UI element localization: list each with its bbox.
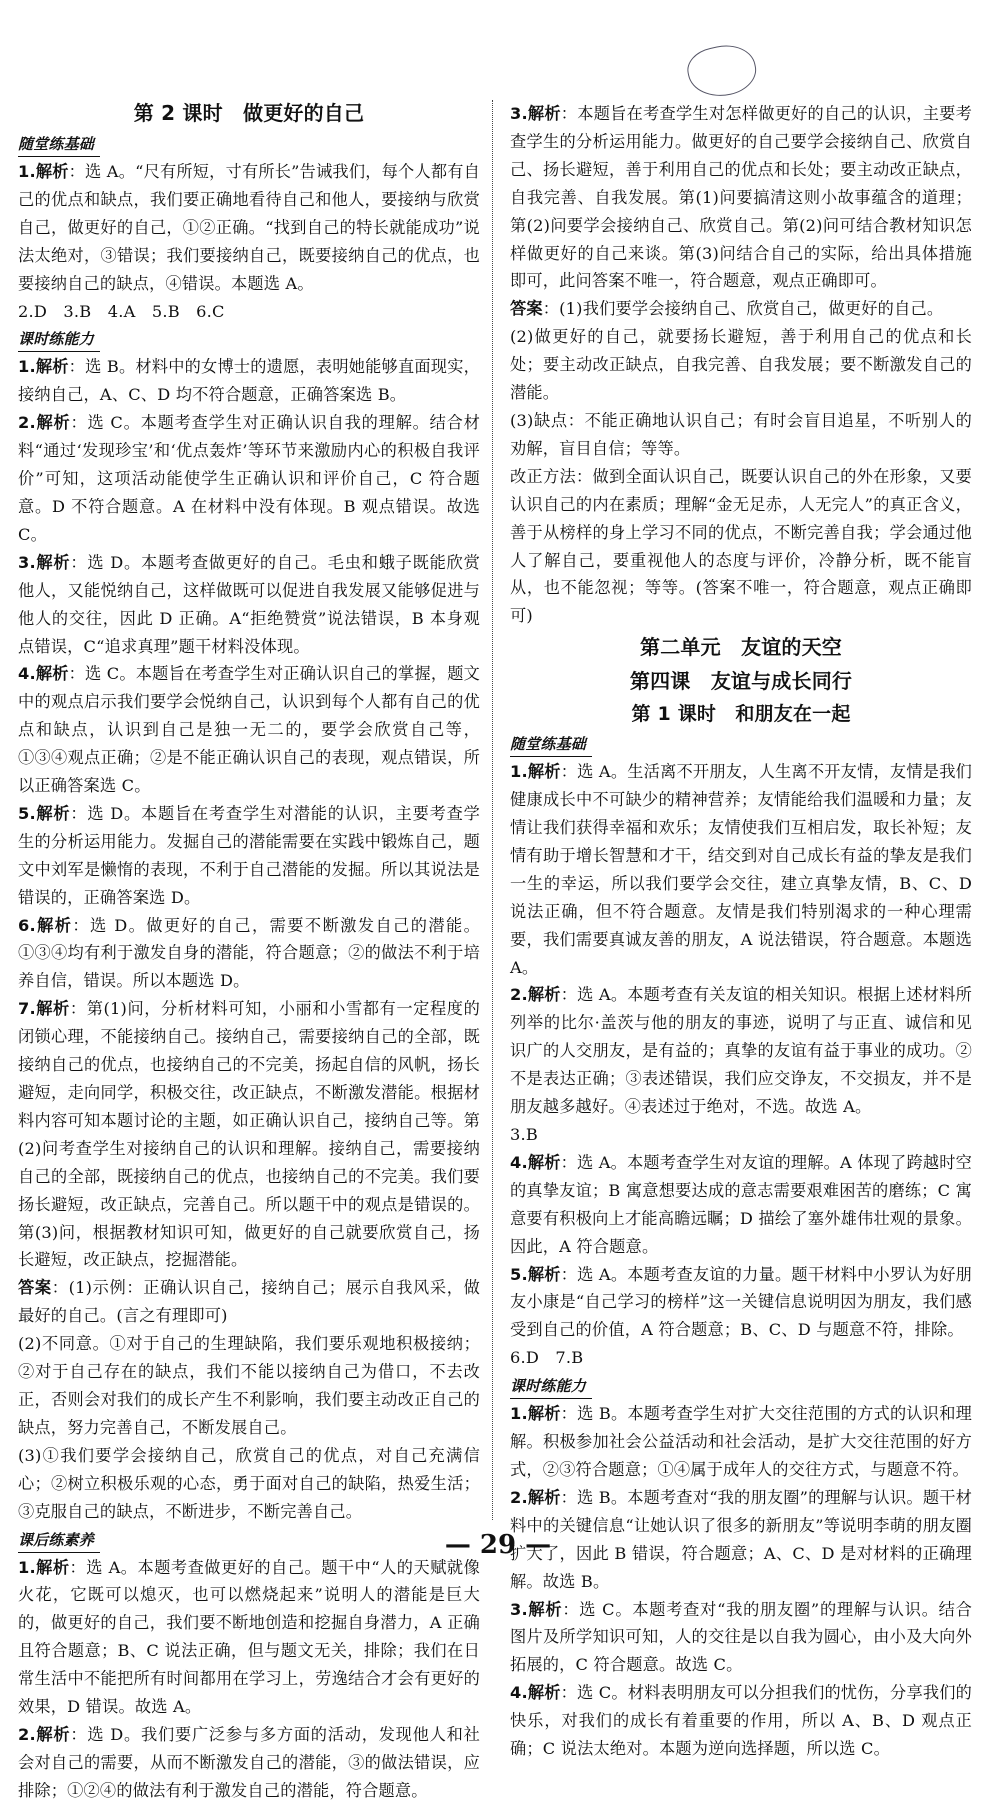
answer-item: 3.解析：本题旨在考查学生对怎样做更好的自己的认识，主要考查学生的分析运用能力。做更好的自己要学会接纳自己、欣赏自己、扬长避短，善于利用自己的优点和长处；要主动改正缺点，自我完善、自我发展。第(1)问要搞清这则小故事蕴含的道理；第(2)问要学会接纳自己、欣赏自己。第(2)问可结合教材知识怎样做更好的自己来谈。第(3)问结合自己的实际，给出具体措施即可，此问答案不唯一，符合题意，观点正确即可。 [510,104,972,291]
answer-item: 4.解析：选 C。本题旨在考查学生对正确认识自己的掌握，题文中的观点启示我们要学会悦纳自己，认识到每个人都有自己的优点和缺点，认识到自己是独一无二的，要学会欣赏自己等，①③④观点正确；②是不能正确认识自己的表现，观点错误，所以正确答案选 C。 [18,664,481,796]
item-text: (3)①我们要学会接纳自己，欣赏自己的优点，对自己充满信心；②树立积极乐观的心态，勇于面对自己的缺陷，热爱生活；③克服自己的缺点，不断进步，不断完善自己。 [18,1445,480,1521]
item-label: 解析 [35,162,69,181]
answer-item: 1.解析：选 B。材料中的女博士的遗愿，表明她能够直面现实，接纳自己，A、C、D 均不符合题意，正确答案选 B。 [18,357,480,405]
stamp-seal [684,39,761,102]
item-text: (3)缺点：不能正确地认识自己；有时会盲目追星，不听别人的劝解，盲目自信；等等。 [510,410,972,458]
unit-title: 第二单元 友谊的天空 [640,635,842,660]
answer-item: 4.解析：选 C。材料表明朋友可以分担我们的忧伤，分享我们的快乐，对我们的成长有着重要的作用，所以 A、B、D 观点正确；C 说法太绝对。本题为逆向选择题，所以选 C。 [510,1683,973,1759]
section-heading-basic: 随堂练基础 [18,133,100,157]
period-title: 第 1 课时 和朋友在一起 [631,703,851,726]
item-label: 解析 [35,357,69,377]
item-text: 改正方法：做到全面认识自己，既要认识自己的外在形象，又要认识自己的内在素质；理解“金无足赤，人无完人”的真正含义，善于从榜样的身上学习不同的优点，不断完善自我；学会通过他人了解自己，要重视他人的态度与评价，冷静分析，既不能盲从，也不能忽视；等等。(答案不唯一，符合题意，观点正确即可) [510,466,972,626]
item-number: 1. [18,162,36,181]
item-number: 4. [510,1152,528,1172]
section-heading-literacy: 课后练素养 [18,1529,100,1553]
answer-item: 1.解析：选 A。生活离不开朋友，人生离不开友情，友情是我们健康成长中不可缺少的精神营养；友情能给我们温暖和力量；友情让我们获得幸福和欢乐；友情使我们互相启发，取长补短；友情有助于增长智慧和才干，结交到对自己成长有益的挚友是我们一生的幸运，所以我们要学会交往，建立真挚友情，B、C、D 说法正确，但不符合题意。友情是我们特别渴求的一种心理需要，我们需要真诚友善的朋友，A 说法错误，符合题意。本题选 A。 [510,762,972,977]
item-text: 选 C。本题考查学生对正确认识自我的理解。结合材料“通过‘发现珍宝’和‘优点轰炸’等环节来激励内心的积极自我评价”可知，这项活动能使学生正确认识和评价自己，C 符合题意。D 不符合题意。A 在材料中没有体现。B 观点错误。故选 C。 [18,413,480,544]
item-text: 选 C。材料表明朋友可以分担我们的忧伤，分享我们的快乐，对我们的成长有着重要的作用，所以 A、B、D 观点正确；C 说法太绝对。本题为逆向选择题，所以选 C。 [510,1683,973,1759]
item-text: 选 B。本题考查对“我的朋友圈”的理解与认识。题干材料中的关键信息“让她认识了很多的新朋友”等说明李萌的朋友圈扩大了，因此 B 错误，符合题意；A、C、D 是对材料的正确理解。故选 B。 [510,1487,972,1591]
item-label: 解析 [35,999,70,1019]
item-text: 选 C。本题考查对“我的朋友圈”的理解与认识。结合图片及所学知识可知，人的交往是以自我为圆心，由小及大向外拓展的，C 符合题意。故选 C。 [510,1599,973,1675]
item-label: 解析 [35,915,73,935]
item-number: 1. [510,762,528,782]
answer-list [18,1554,480,1805]
item-text: (1)我们要学会接纳自己、欣赏自己，做更好的自己。 [559,299,944,319]
column-divider [492,100,494,1520]
answer-item: 5.解析：选 A。本题考查友谊的力量。题干材料中小罗认为好朋友小康是“自己学习的榜样”这一关键信息说明因为朋友，我们感受到自己的价值，A 符合题意；B、C、D 与题意不符，排除。 [510,1264,972,1340]
item-number: 6. [18,915,36,935]
answer-item: 答案：(1)示例：正确认识自己，接纳自己；展示自我风采，做最好的自己。(言之有理即可) [18,1278,480,1326]
answer-item [18,298,480,326]
answer-item: 答案：(1)我们要学会接纳自己、欣赏自己，做更好的自己。 [510,299,944,319]
answer-list [510,100,972,630]
item-text: (1)示例：正确认识自己，接纳自己；展示自我风采，做最好的自己。(言之有理即可) [18,1278,480,1326]
answer-item: 2.解析：选 B。本题考查对“我的朋友圈”的理解与认识。题干材料中的关键信息“让她认识了很多的新朋友”等说明李萌的朋友圈扩大了，因此 B 错误，符合题意；A、C、D 是对材料的正确理解。故选 B。 [510,1487,972,1591]
lesson-title: 第 2 课时 做更好的自己 [133,101,365,125]
item-text: 选 B。本题考查学生对扩大交往范围的方式的认识和理解。积极参加社会公益活动和社会活动，是扩大交往范围的好方式，②③符合题意；①④属于成年人的交往方式，与题意不符。 [510,1404,972,1479]
answer-list [18,158,480,325]
item-label: 解析 [35,1724,71,1744]
section-heading-ability: 课时练能力 [510,1375,592,1399]
item-number: 5. [510,1264,528,1284]
lesson-title: 第四课 友谊与成长同行 [629,669,853,694]
right-column [510,100,972,1763]
answer-list [510,1400,972,1763]
item-number: 2. [18,413,36,433]
item-text: 2.D 3.B 4.A 5.B 6.C [18,301,225,321]
answer-item: 3.解析：选 C。本题考查对“我的朋友圈”的理解与认识。结合图片及所学知识可知，人的交往是以自我为圆心，由小及大向外拓展的，C 符合题意。故选 C。 [510,1599,973,1675]
answer-item [18,1330,480,1442]
item-label: 解析 [35,552,71,572]
item-text: 选 A。“尺有所短，寸有所长”告诫我们，每个人都有自己的优点和缺点，我们要正确地看待自己和他人，要接纳与欣赏自己，做更好的自己，①②正确。“找到自己的特长就能成功”说法太绝对，③错误；我们要接纳自己，既要接纳自己的优点，也要接纳自己的缺点，④错误。本题选 A。 [18,162,480,293]
page-number: — 29 — [444,1530,552,1560]
item-text: 选 A。本题考查有关友谊的相关知识。根据上述材料所列举的比尔·盖茨与他的朋友的事迹，说明了与正直、诚信和见识广的人交朋友，是有益的；真挚的友谊有益于事业的成功。②不是表达正确；③表述错误，我们应交诤友，不交损友，并不是朋友越多越好。④表述过于绝对，不选。故选 A。 [510,985,972,1117]
answer-item: 6.解析：选 D。做更好的自己，需要不断激发自己的潜能。①③④均有利于激发自身的潜能，符合题意；②的做法不利于培养自信，错误。所以本题选 D。 [18,915,480,991]
item-label: 解析 [35,1557,70,1577]
item-label: 答案 [18,1278,52,1298]
item-number: 2. [18,1724,36,1744]
item-label: 解析 [35,803,71,823]
item-label: 解析 [527,985,561,1005]
item-text: 选 D。本题旨在考查学生对潜能的认识，主要考查学生的分析运用能力。发掘自己的潜能需要在实践中锻炼自己，题文中刘军是懒惰的表现，不利于自己潜能的发掘。所以其说法是错误的，正确答案选 D。 [18,803,480,907]
item-number: 2. [510,1487,528,1507]
item-text: 本题旨在考查学生对怎样做更好的自己的认识，主要考查学生的分析运用能力。做更好的自己要学会接纳自己、欣赏自己、扬长避短，善于利用自己的优点和长处；要主动改正缺点，自我完善、自我发展。第(1)问要搞清这则小故事蕴含的道理；第(2)问要学会接纳自己、欣赏自己。第(2)问可结合教材知识怎样做更好的自己来谈。第(3)问结合自己的实际，给出具体措施即可，此问答案不唯一，符合题意，观点正确即可。 [510,104,972,291]
answer-list [18,353,480,1525]
item-text: 3.B [510,1125,538,1144]
item-number: 4. [510,1683,528,1703]
item-text: (2)不同意。①对于自己的生理缺陷，我们要乐观地积极接纳；②对于自己存在的缺点，我们不能以接纳自己为借口，不去改正，否则会对我们的成长产生不利影响，我们要主动改正自己的缺点，努力完善自己，不断发展自己。 [18,1334,480,1437]
item-text: (2)做更好的自己，就要扬长避短，善于利用自己的优点和长处；要主动改正缺点，自我完善、自我发展；要不断激发自己的潜能。 [510,327,972,403]
item-text: 第(1)问，分析材料可知，小丽和小雪都有一定程度的闭锁心理，不能接纳自己。接纳自己，需要接纳自己的全部，既接纳自己的优点，也接纳自己的不完美，扬起自信的风帆，扬长避短，走向同学，积极交往，改正缺点，不断激发潜能。根据材料内容可知本题讨论的主题，如正确认识自己，接纳自己等。第(2)问考查学生对接纳自己的认识和理解。接纳自己，需要接纳自己的全部，既接纳自己的优点，也接纳自己的不完美。我们要扬长避短，改正缺点，完善自己。所以题干中的观点是错误的。第(3)问，根据教材知识可知，做更好的自己就要欣赏自己，扬长避短，改正缺点，挖掘潜能。 [18,999,480,1270]
item-text: 选 D。本题考查做更好的自己。毛虫和蛾子既能欣赏他人，又能悦纳自己，这样做既可以促进自我发展又能够促进与他人的交往，因此 D 正确。A“拒绝赞赏”说法错误，B 本身观点错误，C“追求真理”题干材料没体现。 [18,552,480,656]
item-number: 3. [510,104,528,123]
answer-list [510,758,972,1372]
answer-item [510,407,972,463]
item-label: 解析 [527,1404,561,1424]
answer-item: 2.解析：选 C。本题考查学生对正确认识自我的理解。结合材料“通过‘发现珍宝’和‘优点轰炸’等环节来激励内心的积极自我评价”可知，这项活动能使学生正确认识和评价自己，C 符合题意。D 不符合题意。A 在材料中没有体现。B 观点错误。故选 C。 [18,413,480,544]
item-number: 4. [18,664,36,684]
item-label: 解析 [527,104,561,123]
answer-item: 1.解析：选 A。本题考查做更好的自己。题干中“人的天赋就像火花，它既可以熄灭，也可以燃烧起来”说明人的潜能是巨大的，做更好的自己，我们要不断地创造和挖掘自身潜力，A 正确且符合题意；B、C 说法正确，但与题文无关，排除；我们在日常生活中不能把所有时间都用在学习上，劳逸结合才会有更好的效果，D 错误。故选 A。 [18,1557,480,1717]
item-text: 选 A。本题考查做更好的自己。题干中“人的天赋就像火花，它既可以熄灭，也可以燃烧起来”说明人的潜能是巨大的，做更好的自己，我们要不断地创造和挖掘自身潜力，A 正确且符合题意；B、C 说法正确，但与题文无关，排除；我们在日常生活中不能把所有时间都用在学习上，劳逸结合才会有更好的效果，D 错误。故选 A。 [18,1557,480,1717]
item-number: 5. [18,803,36,823]
answer-item [510,463,972,630]
item-label: 解析 [527,1599,563,1619]
item-label: 解析 [527,1264,561,1284]
item-text: 选 A。本题考查学生对友谊的理解。A 体现了跨越时空的真挚友谊；B 寓意想要达成的意志需要艰难困苦的磨练；C 寓意要有积极向上才能高瞻远瞩；D 描绘了塞外雄伟壮观的景象。因此，A 符合题意。 [510,1152,972,1256]
answer-item [18,1442,480,1526]
item-text: 选 B。材料中的女博士的遗愿，表明她能够直面现实，接纳自己，A、C、D 均不符合题意，正确答案选 B。 [18,357,480,405]
item-text: 6.D 7.B [510,1348,584,1368]
item-label: 解析 [35,664,69,684]
answer-item: 7.解析：第(1)问，分析材料可知，小丽和小雪都有一定程度的闭锁心理，不能接纳自己。接纳自己，需要接纳自己的全部，既接纳自己的优点，也接纳自己的不完美，扬起自信的风帆，扬长避短，走向同学，积极交往，改正缺点，不断激发潜能。根据材料内容可知本题讨论的主题，如正确认识自己，接纳自己等。第(2)问考查学生对接纳自己的认识和理解。接纳自己，需要接纳自己的全部，既接纳自己的优点，也接纳自己的不完美。我们要扬长避短，改正缺点，完善自己。所以题干中的观点是错误的。第(3)问，根据教材知识可知，做更好的自己就要欣赏自己，扬长避短，改正缺点，挖掘潜能。 [18,999,480,1270]
item-label: 解析 [527,1152,561,1172]
answer-item [510,1121,972,1149]
item-number: 1. [510,1404,528,1424]
item-label: 解析 [35,413,71,433]
item-text: 选 A。本题考查友谊的力量。题干材料中小罗认为好朋友小康是“自己学习的榜样”这一关键信息说明因为朋友，我们感受到自己的价值，A 符合题意；B、C、D 与题意不符，排除。 [510,1264,972,1340]
item-text: 选 C。本题旨在考查学生对正确认识自己的掌握，题文中的观点启示我们要学会悦纳自己，认识到每个人都有自己的优点和缺点，认识到自己是独一无二的，要学会欣赏自己等，①③④观点正确；②是不能正确认识自己的表现，观点错误，所以正确答案选 C。 [18,664,481,796]
item-number: 2. [510,985,528,1005]
item-number: 7. [18,999,36,1019]
item-label: 解析 [527,1683,561,1703]
answer-item: 2.解析：选 D。我们要广泛参与多方面的活动，发现他人和社会对自己的需要，从而不断激发自己的潜能，③的做法错误，应排除；①②④的做法有利于激发自己的潜能，符合题意。 [18,1724,480,1800]
item-number: 1. [18,1557,36,1577]
item-number: 3. [18,552,36,572]
answer-item [510,323,972,407]
answer-item: 5.解析：选 D。本题旨在考查学生对潜能的认识，主要考查学生的分析运用能力。发掘自己的潜能需要在实践中锻炼自己，题文中刘军是懒惰的表现，不利于自己潜能的发掘。所以其说法是错误的，正确答案选 D。 [18,803,480,907]
answer-item: 3.解析：选 D。本题考查做更好的自己。毛虫和蛾子既能欣赏他人，又能悦纳自己，这样做既可以促进自我发展又能够促进与他人的交往，因此 D 正确。A“拒绝赞赏”说法错误，B 本身观点错误，C“追求真理”题干材料没体现。 [18,552,480,656]
section-heading-ability: 课时练能力 [18,328,100,352]
item-number: 1. [18,357,36,377]
item-text: 选 A。生活离不开朋友，人生离不开友情，友情是我们健康成长中不可缺少的精神营养；友情能给我们温暖和力量；友情让我们获得幸福和欢乐；友情使我们互相启发，取长补短；友情有助于增长智慧和才干，结交到对自己成长有益的挚友是我们一生的幸运，所以我们要学会交往，建立真挚友情，B、C、D 说法正确，但不符合题意。友情是我们特别渴求的一种心理需要，我们需要真诚友善的朋友，A 说法错误，符合题意。本题选 A。 [510,762,972,977]
answer-item: 2.解析：选 A。本题考查有关友谊的相关知识。根据上述材料所列举的比尔·盖茨与他的朋友的事迹，说明了与正直、诚信和见识广的人交朋友，是有益的；真挚的友谊有益于事业的成功。②不是表达正确；③表述错误，我们应交诤友，不交损友，并不是朋友越多越好。④表述过于绝对，不选。故选 A。 [510,985,972,1117]
item-label: 解析 [527,762,561,782]
answer-item: 4.解析：选 A。本题考查学生对友谊的理解。A 体现了跨越时空的真挚友谊；B 寓意想要达成的意志需要艰难困苦的磨练；C 寓意要有积极向上才能高瞻远瞩；D 描绘了塞外雄伟壮观的景象。因此，A 符合题意。 [510,1152,972,1256]
item-label: 解析 [527,1487,561,1507]
item-label: 答案 [510,299,543,319]
item-text: 选 D。做更好的自己，需要不断激发自己的潜能。①③④均有利于激发自身的潜能，符合题意；②的做法不利于培养自信，错误。所以本题选 D。 [18,915,480,991]
answer-item: 1.解析：选 A。“尺有所短，寸有所长”告诫我们，每个人都有自己的优点和缺点，我们要正确地看待自己和他人，要接纳与欣赏自己，做更好的自己，①②正确。“找到自己的特长就能成功”说法太绝对，③错误；我们要接纳自己，既要接纳自己的优点，也要接纳自己的缺点，④错误。本题选 A。 [18,162,480,293]
item-text: 选 D。我们要广泛参与多方面的活动，发现他人和社会对自己的需要，从而不断激发自己的潜能，③的做法错误，应排除；①②④的做法有利于激发自己的潜能，符合题意。 [18,1724,480,1800]
answer-item: 1.解析：选 B。本题考查学生对扩大交往范围的方式的认识和理解。积极参加社会公益活动和社会活动，是扩大交往范围的好方式，②③符合题意；①④属于成年人的交往方式，与题意不符。 [510,1404,972,1479]
item-number: 3. [510,1599,528,1619]
answer-item [510,1344,972,1372]
section-heading-basic: 随堂练基础 [510,733,592,757]
